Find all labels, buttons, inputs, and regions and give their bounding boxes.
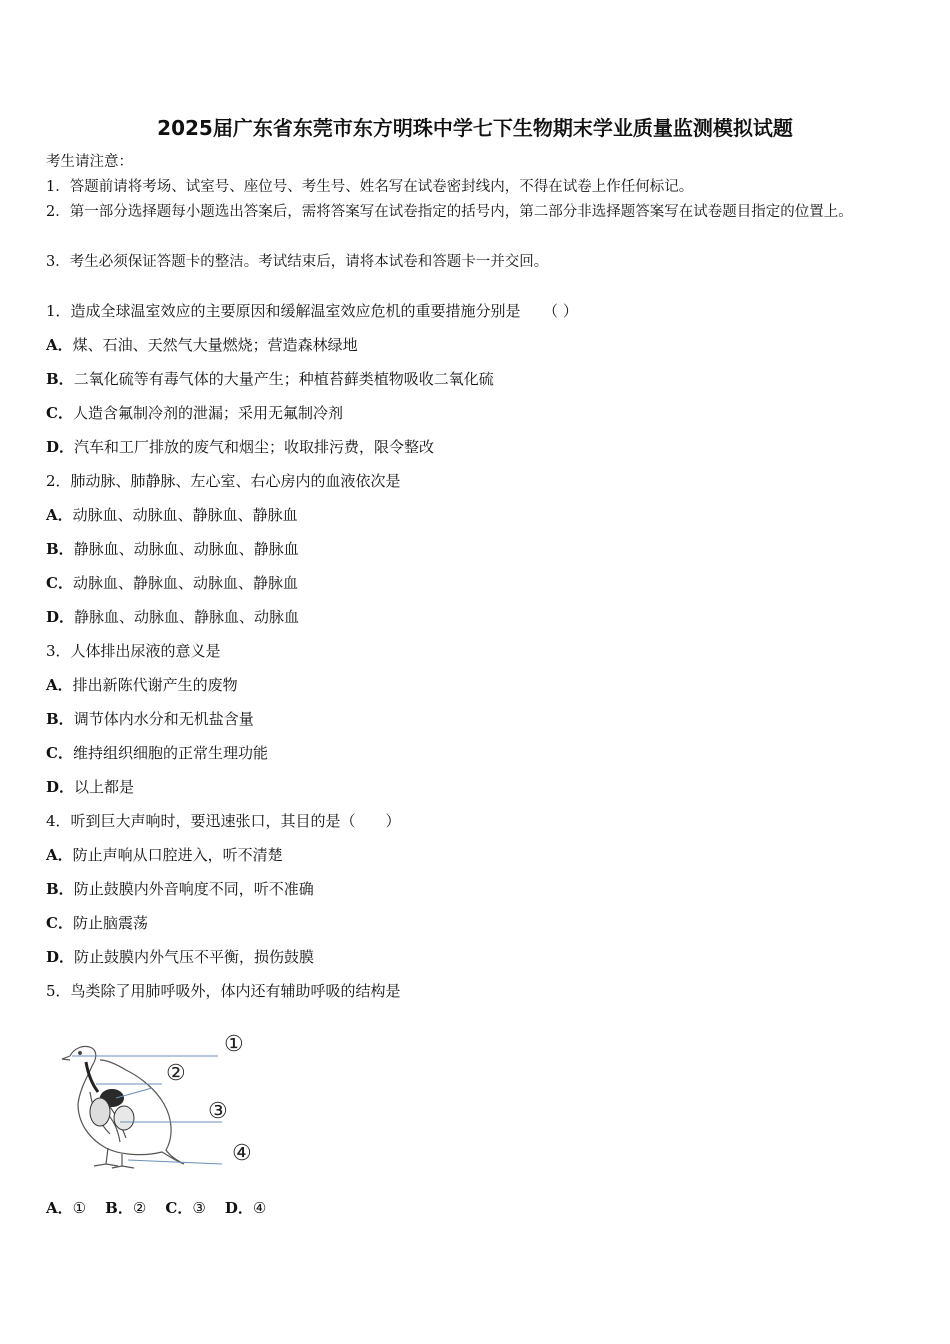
option-letter: A． <box>46 846 73 864</box>
option-letter: C． <box>46 744 73 762</box>
option-text: 动脉血、动脉血、静脉血、静脉血 <box>72 506 298 524</box>
option-row <box>46 435 906 460</box>
figure-label-2: ② <box>166 1061 186 1086</box>
option-text: 维持组织细胞的正常生理功能 <box>72 744 268 762</box>
question-stem: 1．造成全球温室效应的主要原因和缓解温室效应危机的重要措施分别是 （ ） <box>46 302 578 320</box>
notice-item: 2．第一部分选择题每小题选出答案后，需将答案写在试卷指定的括号内，第二部分非选择题答案写在试卷题目指定的位置上。 <box>46 204 853 220</box>
option-row <box>46 401 906 426</box>
option-text: ① <box>72 1199 87 1217</box>
option-row <box>46 945 906 970</box>
option-letter: A． <box>46 336 73 354</box>
option-letter: A． <box>46 676 73 694</box>
figure-label-4: ④ <box>232 1141 252 1166</box>
option-text: 以上都是 <box>74 778 135 796</box>
option-letter: B． <box>46 540 74 558</box>
option-row <box>46 571 906 596</box>
option-letter: D． <box>46 778 75 796</box>
option-text: 调节体内水分和无机盐含量 <box>73 710 254 728</box>
question-stem: 4．听到巨大声响时，要迅速张口，其目的是（ ） <box>46 812 401 830</box>
option-row <box>46 605 906 630</box>
option-letter: D． <box>46 608 75 626</box>
option-row <box>46 877 906 902</box>
option-text: 二氧化硫等有毒气体的大量产生；种植苔藓类植物吸收二氧化硫 <box>73 370 494 388</box>
option-row <box>46 367 906 392</box>
option-row <box>46 775 906 800</box>
bird-respiratory-diagram <box>60 1026 290 1171</box>
option-letter: B． <box>46 880 74 898</box>
option-row <box>46 673 906 698</box>
question-stem: 2．肺动脉、肺静脉、左心室、右心房内的血液依次是 <box>46 472 401 490</box>
option-letter: D． <box>224 1199 253 1217</box>
option-text: 防止鼓膜内外音响度不同，听不准确 <box>73 880 314 898</box>
question-stem: 3．人体排出尿液的意义是 <box>46 642 221 660</box>
figure-label-3: ③ <box>208 1099 228 1124</box>
option-letter: C． <box>46 574 73 592</box>
option-letter: B． <box>46 710 74 728</box>
option-text: 防止声响从口腔进入，听不清楚 <box>72 846 283 864</box>
option-letter: C． <box>46 404 73 422</box>
option-letter: A． <box>46 1199 73 1217</box>
option-letter: D． <box>46 438 75 456</box>
option-text: 汽车和工厂排放的废气和烟尘；收取排污费，限令整改 <box>74 438 435 456</box>
option-letter: B． <box>105 1199 133 1217</box>
option-text: ③ <box>192 1199 206 1217</box>
option-row <box>46 707 906 732</box>
option-text: 防止鼓膜内外气压不平衡，损伤鼓膜 <box>74 948 315 966</box>
question-stem: 5．鸟类除了用肺呼吸外，体内还有辅助呼吸的结构是 <box>46 982 401 1000</box>
option-text: 排出新陈代谢产生的废物 <box>72 676 238 694</box>
option-letter: A． <box>46 506 73 524</box>
option-letter: C． <box>165 1199 193 1217</box>
option-text: 防止脑震荡 <box>72 914 148 932</box>
figure-label-1: ① <box>224 1032 244 1057</box>
page-title: 2025届广东省东莞市东方明珠中学七下生物期末学业质量监测模拟试题 <box>157 116 793 140</box>
option-text: 静脉血、动脉血、动脉血、静脉血 <box>73 540 299 558</box>
option-letter: C． <box>46 914 73 932</box>
option-row <box>46 537 906 562</box>
option-row <box>46 503 906 528</box>
option-letter: D． <box>46 948 75 966</box>
notice-heading: 考生请注意： <box>46 154 133 170</box>
air-sac-icon <box>86 1062 134 1130</box>
option-row <box>46 333 906 358</box>
option-row <box>46 843 906 868</box>
option-text: 煤、石油、天然气大量燃烧；营造森林绿地 <box>72 336 358 354</box>
option-text: ② <box>132 1199 147 1217</box>
notice-item: 1．答题前请将考场、试室号、座位号、考生号、姓名写在试卷密封线内，不得在试卷上作任何标记。 <box>46 179 694 195</box>
option-text: 人造含氟制冷剂的泄漏；采用无氟制冷剂 <box>72 404 343 422</box>
option-text: 动脉血、静脉血、动脉血、静脉血 <box>72 574 298 592</box>
answer-options-row <box>46 1196 906 1221</box>
option-text: 静脉血、动脉血、静脉血、动脉血 <box>74 608 300 626</box>
option-text: ④ <box>252 1199 267 1217</box>
option-row <box>46 911 906 936</box>
option-row <box>46 741 906 766</box>
option-letter: B． <box>46 370 74 388</box>
notice-item: 3．考生必须保证答题卡的整洁。考试结束后，请将本试卷和答题卡一并交回。 <box>46 254 549 270</box>
